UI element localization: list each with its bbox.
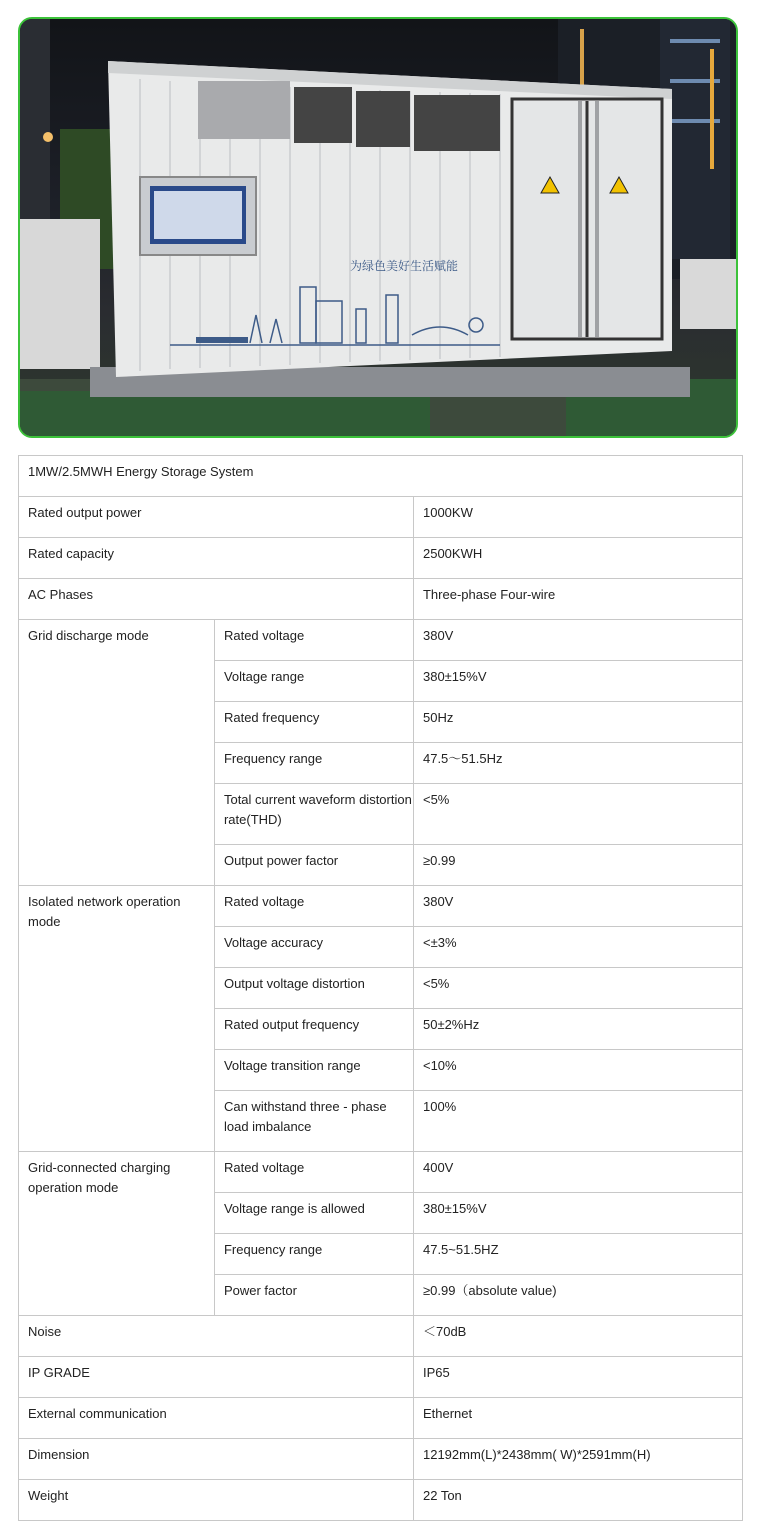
row-value: <5% (413, 784, 742, 845)
row-label: AC Phases (19, 579, 414, 620)
table-row (19, 1316, 743, 1357)
table-row (19, 1439, 743, 1480)
row-value: 100% (413, 1091, 742, 1152)
row-label: Voltage accuracy (214, 927, 413, 968)
table-row (19, 1398, 743, 1439)
row-value: 380±15%V (413, 1193, 742, 1234)
row-value: <±3% (413, 927, 742, 968)
table-row (19, 538, 743, 579)
row-value: ≥0.99（absolute value) (413, 1275, 742, 1316)
row-value: 380V (413, 620, 742, 661)
table-row (19, 1357, 743, 1398)
row-value: Three-phase Four-wire (413, 579, 742, 620)
table-row (19, 497, 743, 538)
row-label: Frequency range (214, 1234, 413, 1275)
row-label: Rated voltage (214, 620, 413, 661)
row-label: Voltage transition range (214, 1050, 413, 1091)
row-value: 50Hz (413, 702, 742, 743)
row-value: 380V (413, 886, 742, 927)
row-label: Rated voltage (214, 1152, 413, 1193)
row-value: 2500KWH (413, 538, 742, 579)
row-value: ≥0.99 (413, 845, 742, 886)
row-value: 50±2%Hz (413, 1009, 742, 1050)
table-row (19, 1480, 743, 1521)
table-row (19, 886, 743, 927)
row-label: Output voltage distortion (214, 968, 413, 1009)
row-label: Rated frequency (214, 702, 413, 743)
row-label: Rated output power (19, 497, 414, 538)
group-label: Grid-connected charging operation mode (19, 1152, 215, 1316)
row-label: Frequency range (214, 743, 413, 784)
row-label: Rated capacity (19, 538, 414, 579)
row-label: Voltage range (214, 661, 413, 702)
row-label: IP GRADE (19, 1357, 414, 1398)
row-label: Total current waveform distortion rate(THD) (214, 784, 413, 845)
product-photo (18, 17, 738, 438)
row-value: ＜70dB (413, 1316, 742, 1357)
row-label: Can withstand three - phase load imbalance (214, 1091, 413, 1152)
table-row (19, 620, 743, 661)
table-title: 1MW/2.5MWH Energy Storage System (19, 456, 743, 497)
table-row (19, 1152, 743, 1193)
row-value: 380±15%V (413, 661, 742, 702)
row-value: <5% (413, 968, 742, 1009)
row-value: 22 Ton (413, 1480, 742, 1521)
row-value: <10% (413, 1050, 742, 1091)
row-value: 47.5～51.5Hz (413, 743, 742, 784)
container-illustration (20, 19, 736, 436)
spec-table (18, 455, 743, 1521)
row-value: 47.5~51.5HZ (413, 1234, 742, 1275)
row-label: Noise (19, 1316, 414, 1357)
row-label: Output power factor (214, 845, 413, 886)
table-row (19, 579, 743, 620)
group-label: Grid discharge mode (19, 620, 215, 886)
row-value: 12192mm(L)*2438mm( W)*2591mm(H) (413, 1439, 742, 1480)
row-label: Rated voltage (214, 886, 413, 927)
row-value: 1000KW (413, 497, 742, 538)
row-label: Weight (19, 1480, 414, 1521)
group-label: Isolated network operation mode (19, 886, 215, 1152)
row-value: IP65 (413, 1357, 742, 1398)
row-label: Dimension (19, 1439, 414, 1480)
row-value: 400V (413, 1152, 742, 1193)
row-label: External communication (19, 1398, 414, 1439)
row-label: Rated output frequency (214, 1009, 413, 1050)
container-slogan: 为绿色美好生活赋能 (350, 259, 459, 273)
row-label: Power factor (214, 1275, 413, 1316)
row-label: Voltage range is allowed (214, 1193, 413, 1234)
table-title-row (19, 456, 743, 497)
row-value: Ethernet (413, 1398, 742, 1439)
